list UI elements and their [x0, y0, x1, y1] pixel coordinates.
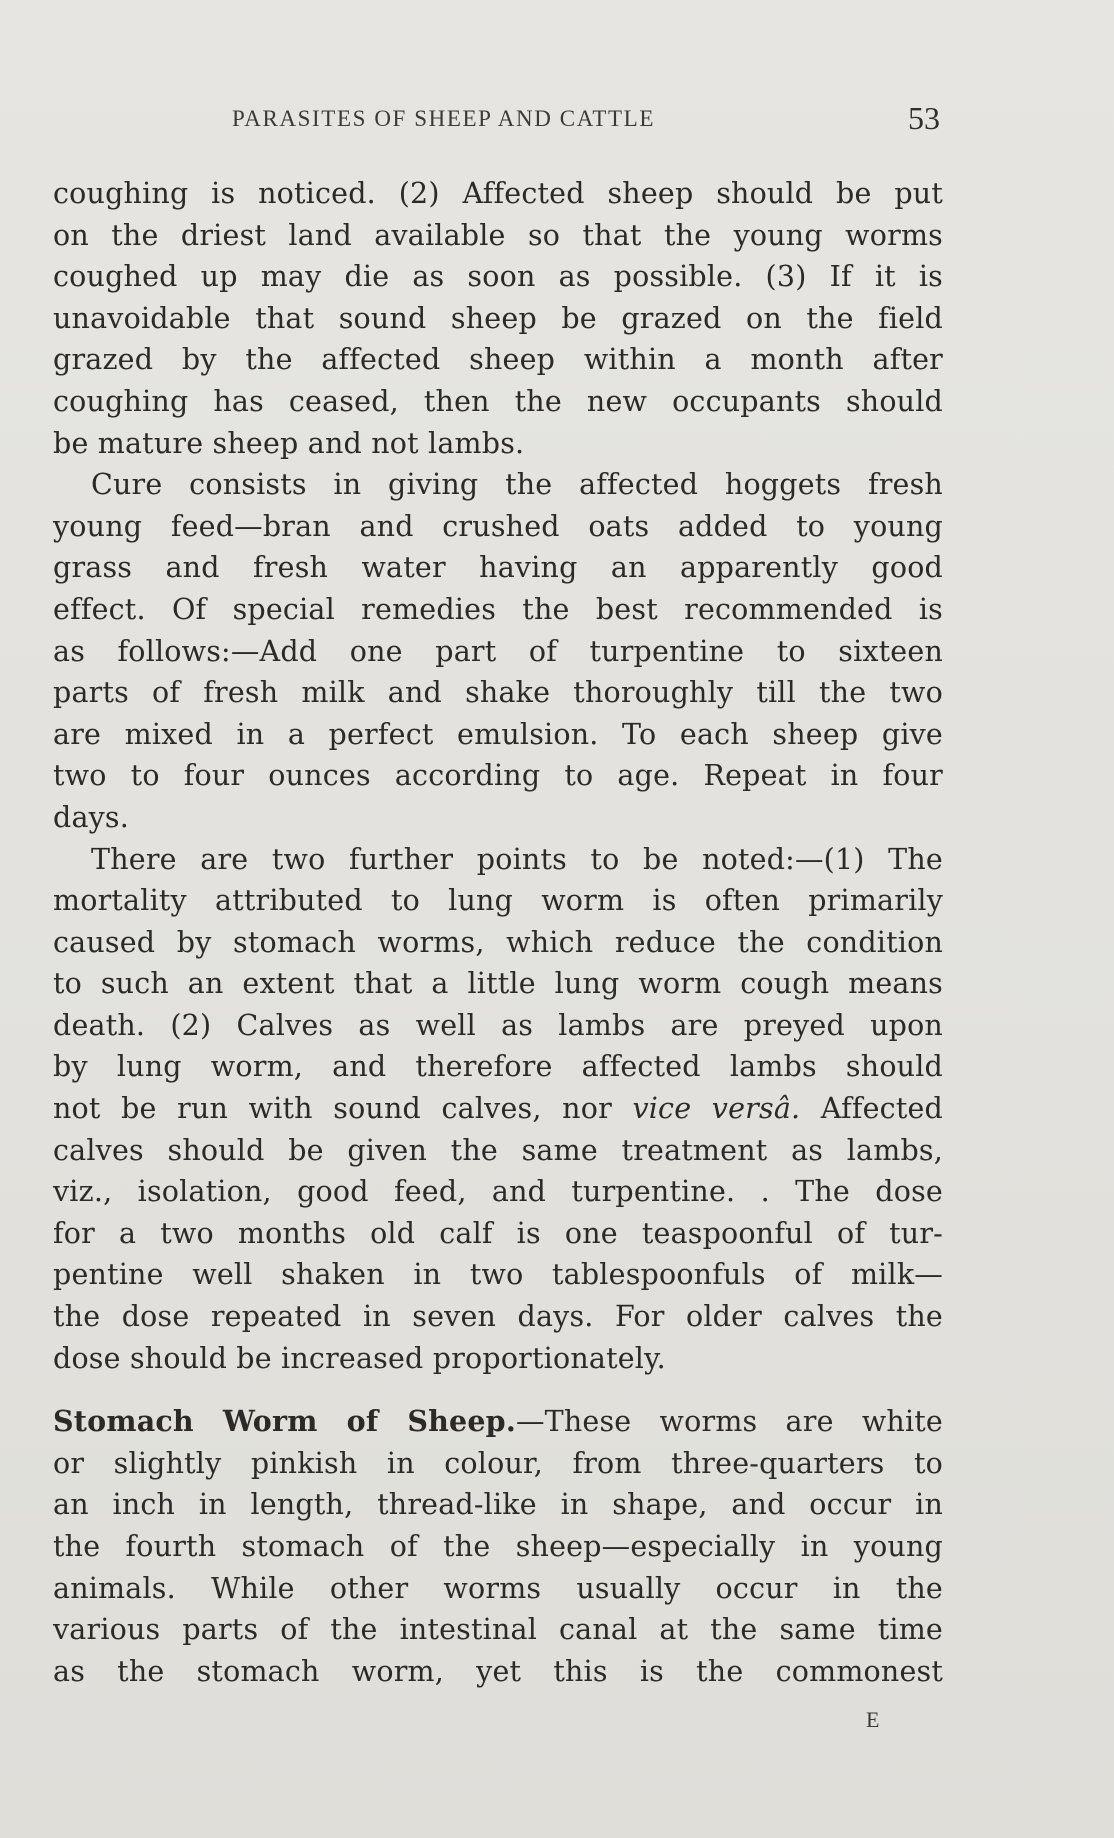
text-line: or slightly pinkish in colour, from three-quarters to	[53, 1446, 943, 1480]
text-line: the dose repeated in seven days. For older calves the	[53, 1300, 943, 1334]
text-line: young feed—bran and crushed oats added to young	[53, 509, 943, 543]
text-run: Affected	[800, 1092, 943, 1126]
text-line: as follows:—Add one part of turpentine to sixteen	[53, 634, 943, 668]
text-line: coughing has ceased, then the new occupants should	[53, 384, 943, 418]
text-line: viz., isolation, good feed, and turpentine. . The dose	[53, 1175, 943, 1209]
text-line: coughed up may die as soon as possible. (3) If it is	[53, 260, 943, 294]
text-line: coughing is noticed. (2) Affected sheep should be put	[53, 177, 943, 210]
text-line: mortality attributed to lung worm is often primarily	[53, 884, 943, 918]
text-line: grass and fresh water having an apparently good	[53, 551, 943, 585]
text-line: various parts of the intestinal canal at the same time	[53, 1613, 943, 1647]
running-head	[55, 100, 940, 140]
text-line: caused by stomach worms, which reduce the condition	[53, 925, 943, 959]
text-line: parts of fresh milk and shake thoroughly till the two	[53, 676, 943, 710]
text-line-mixed	[53, 1088, 943, 1130]
text-line: grazed by the affected sheep within a month after	[53, 343, 943, 377]
text-line: There are two further points to be noted:—(1) The	[91, 842, 943, 876]
text-line: Cure consists in giving the affected hoggets fresh	[91, 468, 943, 502]
text-line: by lung worm, and therefore affected lambs should	[53, 1050, 943, 1084]
text-line: dose should be increased proportionately.	[53, 1341, 666, 1375]
text-run: not be run with sound calves, nor	[53, 1092, 633, 1126]
text-line: an inch in length, thread-like in shape, and occur in	[53, 1488, 943, 1522]
text-line: pentine well shaken in two tablespoonfuls of milk—	[53, 1258, 943, 1292]
text-line: to such an extent that a little lung worm cough means	[53, 967, 943, 1001]
text-line: death. (2) Calves as well as lambs are preyed upon	[53, 1008, 943, 1042]
text-line: are mixed in a perfect emulsion. To each sheep give	[53, 717, 943, 751]
text-line: animals. While other worms usually occur in the	[53, 1571, 943, 1605]
text-line: as the stomach worm, yet this is the commonest	[53, 1654, 943, 1688]
paragraph-gap	[53, 1379, 943, 1401]
section-heading: Stomach Worm of Sheep.	[53, 1404, 516, 1439]
text-line: two to four ounces according to age. Repeat in four	[53, 759, 943, 793]
page-number: 53	[908, 100, 940, 136]
running-title: PARASITES OF SHEEP AND CATTLE	[232, 106, 655, 131]
section-heading-line	[53, 1401, 943, 1443]
text-line: effect. Of special remedies the best recommended is	[53, 592, 943, 626]
text-line: days.	[53, 800, 130, 834]
text-line: calves should be given the same treatment as lambs,	[53, 1133, 943, 1167]
body-text	[53, 173, 943, 1692]
signature-mark: E	[866, 1707, 881, 1732]
text-run: —These worms are white	[515, 1405, 943, 1439]
text-line: unavoidable that sound sheep be grazed on the field	[53, 301, 943, 335]
text-line: for a two months old calf is one teaspoonful of tur-	[53, 1216, 943, 1250]
italic-phrase: vice versâ.	[632, 1092, 801, 1126]
text-line: the fourth stomach of the sheep—especially in young	[53, 1530, 943, 1563]
text-line: on the driest land available so that the young worms	[53, 218, 943, 252]
text-line: be mature sheep and not lambs.	[53, 426, 525, 460]
